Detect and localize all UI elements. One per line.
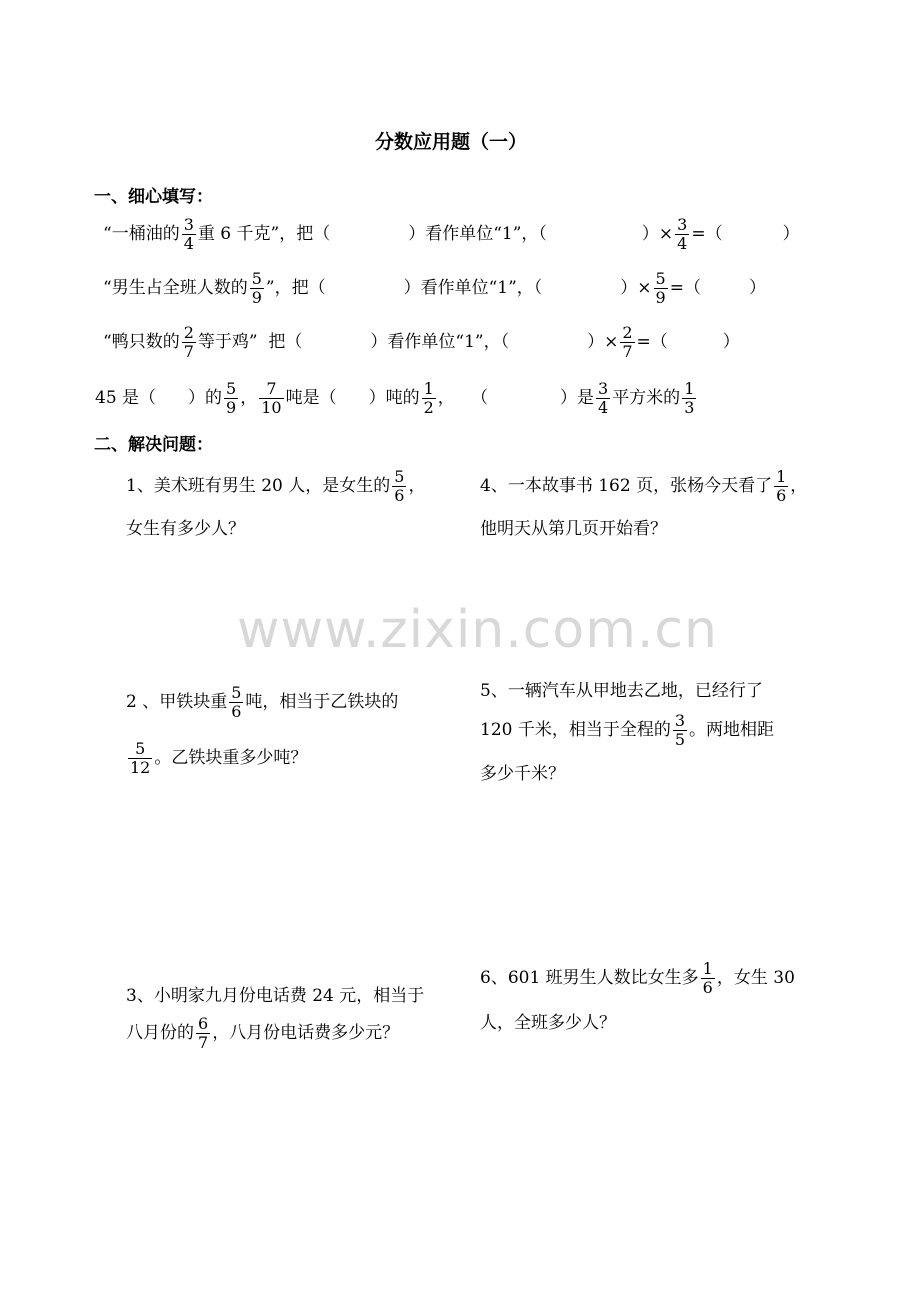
- fill-line-2-text: ）看作单位“1”，（: [403, 278, 543, 298]
- fill-line-2-text: “男生占全班人数的: [103, 278, 248, 298]
- question-2-text: 2 、甲铁块重: [126, 692, 228, 712]
- question-5: [480, 712, 774, 749]
- fraction: $\frac{6}{7}$: [198, 1014, 209, 1052]
- fill-line-4-text: 45 是（: [95, 388, 157, 408]
- question-6-text: ，女生 30: [716, 968, 795, 988]
- fill-line-1: [103, 216, 800, 253]
- fill-line-4-text: 吨是（: [285, 388, 337, 408]
- fill-line-2-text: ”，把（: [265, 278, 326, 298]
- fill-line-4: [95, 380, 698, 417]
- question-4: [480, 468, 807, 505]
- page-title: 分数应用题（一）: [375, 131, 528, 153]
- fill-line-3-text: 等于鸡” 把（: [197, 332, 303, 352]
- fill-line-3-text: ）: [722, 332, 740, 352]
- question-6-text: 6、601 班男生人数比女生多: [480, 968, 699, 988]
- question-2-text: 。乙铁块重多少吨？: [154, 748, 308, 768]
- fraction: $\frac{2}{7}$: [183, 323, 194, 361]
- fraction: $\frac{2}{7}$: [622, 323, 633, 361]
- fraction: $\frac{1}{2}$: [423, 379, 434, 417]
- fraction: $\frac{5}{6}$: [231, 683, 242, 721]
- fill-line-3-text: =（: [636, 332, 668, 352]
- question-1-text: ，: [408, 476, 426, 496]
- fill-line-1-text: ）: [782, 224, 800, 244]
- fill-line-1-text: ）看作单位“1”，（: [408, 224, 547, 244]
- question-4-text: ，: [790, 476, 808, 496]
- fill-line-4-text: ， （: [437, 388, 488, 408]
- section-2-heading: 二、解决问题：: [94, 435, 213, 455]
- fill-line-3-text: ）看作单位“1”，（: [370, 332, 510, 352]
- question-2: [126, 684, 398, 721]
- question-4-line-2: 他明天从第几页开始看？: [480, 519, 667, 539]
- fraction: $\frac{5}{12}$: [130, 739, 151, 777]
- fill-line-3-text: ）×: [587, 332, 619, 352]
- question-3-line-1: 3、小明家九月份电话费 24 元，相当于: [126, 986, 425, 1006]
- fraction: $\frac{1}{3}$: [684, 379, 695, 417]
- fill-line-1-text: ）×: [641, 224, 674, 244]
- question-5-text: 。两地相距: [689, 720, 775, 740]
- fill-line-2-text: ）×: [620, 278, 652, 298]
- fill-line-4-text: ）的: [188, 388, 223, 408]
- question-3: [126, 1015, 399, 1052]
- question-4-text: 4、一本故事书 162 页，张杨今天看了: [480, 476, 773, 496]
- fraction: $\frac{7}{10}$: [261, 379, 282, 417]
- fraction: $\frac{1}{6}$: [776, 467, 787, 505]
- fraction: $\frac{5}{9}$: [226, 379, 237, 417]
- question-3-text: ，八月份电话费多少元？: [212, 1023, 400, 1043]
- question-1-line-2: 女生有多少人？: [126, 519, 245, 539]
- question-6: [480, 960, 795, 997]
- watermark: www.zixin.com.cn: [237, 600, 718, 660]
- fraction: $\frac{5}{9}$: [251, 269, 262, 307]
- question-5-line-3: 多少千米？: [480, 764, 565, 784]
- fill-line-1-text: 重 6 千克”，把（: [197, 224, 331, 244]
- fraction: $\frac{5}{9}$: [655, 269, 666, 307]
- question-3-text: 八月份的: [126, 1023, 194, 1043]
- question-1-text: 1、美术班有男生 20 人，是女生的: [126, 476, 391, 496]
- fraction: $\frac{3}{4}$: [598, 379, 609, 417]
- section-1-heading: 一、细心填写：: [94, 187, 213, 207]
- fill-line-1-text: “一桶油的: [103, 224, 180, 244]
- fill-line-4-text: 平方米的: [612, 388, 681, 408]
- fill-line-4-text: ，: [240, 388, 258, 408]
- fill-line-2-text: =（: [669, 278, 701, 298]
- fill-line-2-text: ）: [748, 278, 766, 298]
- question-2-line-2: [126, 740, 307, 777]
- fill-line-1-text: =（: [691, 224, 723, 244]
- fill-line-3-text: “鸭只数的: [103, 332, 180, 352]
- question-6-line-2: 人，全班多少人？: [480, 1013, 616, 1033]
- fraction: $\frac{3}{5}$: [674, 711, 686, 749]
- fill-line-4-text: ）是: [560, 388, 594, 408]
- fill-line-3: [103, 324, 740, 361]
- question-5-line-1: 5、一辆汽车从甲地去乙地，已经行了: [480, 681, 763, 701]
- fill-line-4-text: ）吨的: [368, 388, 420, 408]
- fraction: $\frac{5}{6}$: [394, 467, 405, 505]
- question-5-text: 120 千米，相当于全程的: [480, 720, 671, 740]
- question-2-text: 吨，相当于乙铁块的: [245, 692, 399, 712]
- fraction: $\frac{3}{4}$: [677, 215, 688, 253]
- fill-line-2: [103, 270, 766, 307]
- fraction: $\frac{1}{6}$: [702, 959, 713, 997]
- question-1: [126, 468, 425, 505]
- fraction: $\frac{3}{4}$: [183, 215, 194, 253]
